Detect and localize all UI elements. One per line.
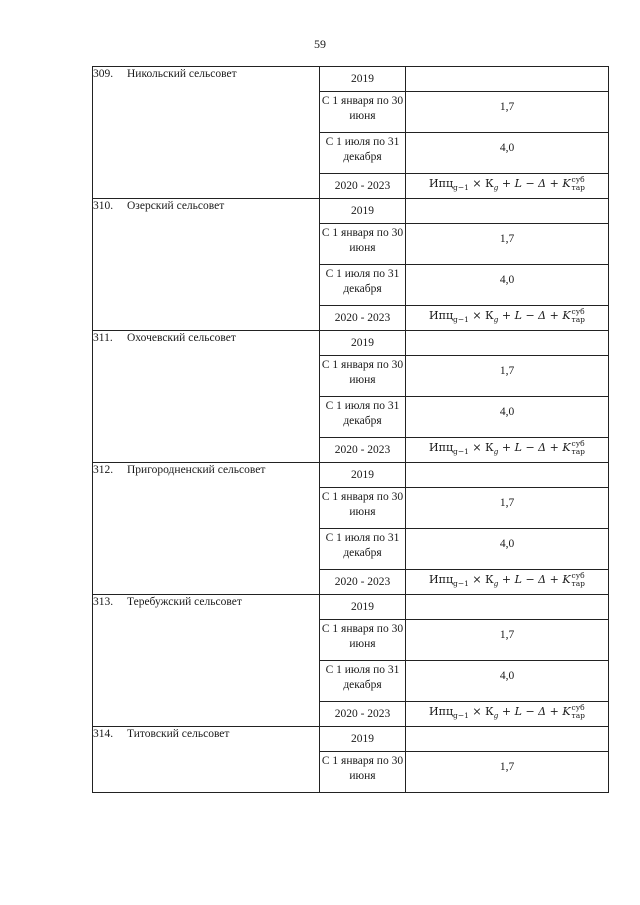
value-second-half: 4,0 [406,661,609,702]
formula-cell [406,174,609,199]
row-number: 314. [93,728,114,740]
settlement-name: Теребужский сельсовет [127,596,242,608]
period-first-half: С 1 января по 30 июня [320,752,406,793]
page-number: 59 [314,37,326,51]
period-second-half: С 1 июля по 31 декабря [320,397,406,438]
period-second-half: С 1 июля по 31 декабря [320,661,406,702]
period-range: 2020 - 2023 [320,174,406,199]
value-year [406,331,609,356]
row-number: 312. [93,464,114,476]
value-second-half: 4,0 [406,397,609,438]
period-year: 2019 [320,727,406,752]
period-year: 2019 [320,331,406,356]
tariff-formula: $Ипц_{g-1} \times К_g + L - \Delta + K$ суб тар [429,703,585,721]
value-year [406,727,609,752]
period-range: 2020 - 2023 [320,702,406,727]
period-first-half: С 1 января по 30 июня [320,92,406,133]
table-row [93,199,609,224]
period-first-half: С 1 января по 30 июня [320,488,406,529]
formula-cell [406,570,609,595]
settlement-cell [93,595,320,727]
settlement-name: Охочевский сельсовет [127,332,236,344]
value-year [406,199,609,224]
period-range: 2020 - 2023 [320,438,406,463]
row-number: 309. [93,68,114,80]
period-second-half: С 1 июля по 31 декабря [320,529,406,570]
period-year: 2019 [320,463,406,488]
tariff-table [92,66,609,793]
value-first-half: 1,7 [406,356,609,397]
table-row [93,463,609,488]
settlement-name: Озерский сельсовет [127,200,225,212]
value-year [406,67,609,92]
settlement-cell [93,727,320,793]
table-row [93,331,609,356]
value-first-half: 1,7 [406,92,609,133]
row-number: 313. [93,596,114,608]
row-number: 310. [93,200,114,212]
formula-cell [406,438,609,463]
table-row [93,727,609,752]
table-row [93,595,609,620]
period-second-half: С 1 июля по 31 декабря [320,133,406,174]
formula-cell [406,702,609,727]
value-first-half: 1,7 [406,620,609,661]
settlement-cell [93,331,320,463]
value-first-half: 1,7 [406,752,609,793]
period-year: 2019 [320,67,406,92]
settlement-name: Никольский сельсовет [127,68,237,80]
period-year: 2019 [320,595,406,620]
formula-cell [406,306,609,331]
value-second-half: 4,0 [406,133,609,174]
value-year [406,595,609,620]
period-year: 2019 [320,199,406,224]
tariff-formula: $Ипц_{g-1} \times К_g + L - \Delta + K$ суб тар [429,571,585,589]
settlement-cell [93,67,320,199]
value-second-half: 4,0 [406,529,609,570]
period-first-half: С 1 января по 30 июня [320,356,406,397]
settlement-cell [93,463,320,595]
period-first-half: С 1 января по 30 июня [320,224,406,265]
tariff-formula: $Ипц_{g-1} \times К_g + L - \Delta + K$ суб тар [429,439,585,457]
value-year [406,463,609,488]
value-second-half: 4,0 [406,265,609,306]
settlement-name: Титовский сельсовет [127,728,230,740]
value-first-half: 1,7 [406,488,609,529]
period-second-half: С 1 июля по 31 декабря [320,265,406,306]
tariff-formula: $Ипц_{g-1} \times К_g + L - \Delta + K$ суб тар [429,175,585,193]
tariff-formula: $Ипц_{g-1} \times К_g + L - \Delta + K$ суб тар [429,307,585,325]
period-range: 2020 - 2023 [320,306,406,331]
row-number: 311. [93,332,113,344]
period-range: 2020 - 2023 [320,570,406,595]
settlement-name: Пригородненский сельсовет [127,464,266,476]
table-row [93,67,609,92]
period-first-half: С 1 января по 30 июня [320,620,406,661]
value-first-half: 1,7 [406,224,609,265]
settlement-cell [93,199,320,331]
